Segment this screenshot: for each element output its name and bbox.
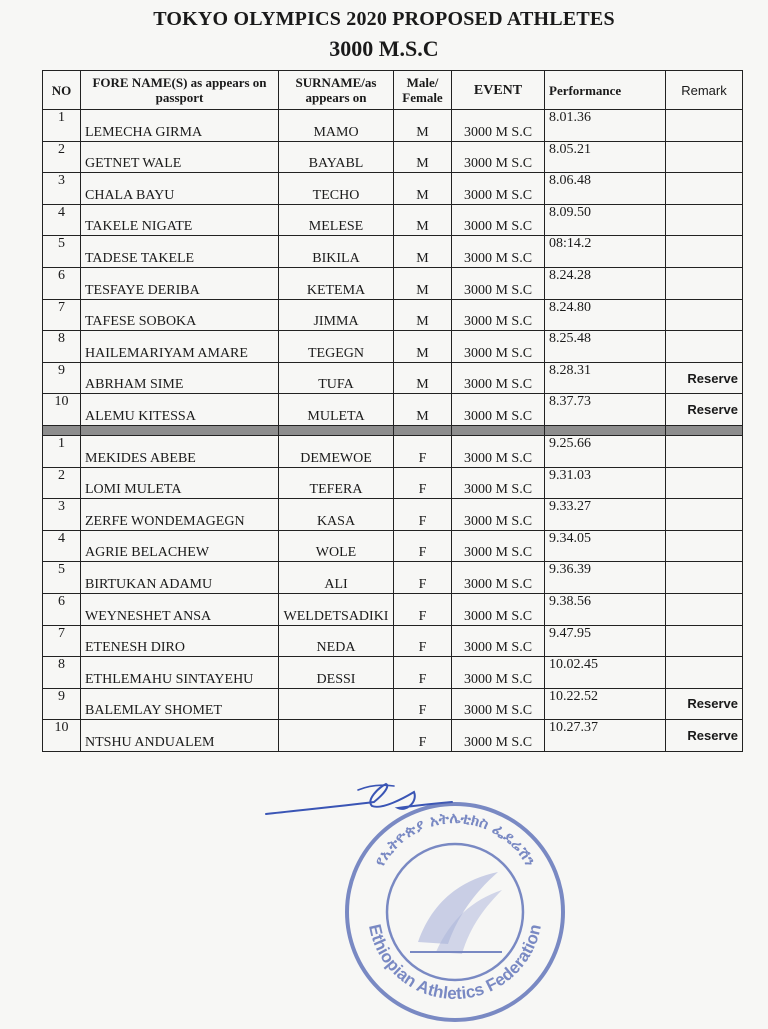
cell-performance: 8.28.31: [545, 362, 666, 394]
header-surname: SURNAME/as appears on: [279, 71, 394, 110]
cell-gender: F: [394, 720, 452, 752]
cell-no: 4: [43, 530, 81, 562]
cell-no: 2: [43, 141, 81, 173]
cell-surname: WELDETSADIKI: [279, 593, 394, 625]
cell-forename: TESFAYE DERIBA: [81, 267, 279, 299]
header-event: EVENT: [452, 71, 545, 110]
cell-gender: M: [394, 362, 452, 394]
cell-event: 3000 M S.C: [452, 720, 545, 752]
separator-row: [43, 425, 743, 435]
cell-event: 3000 M S.C: [452, 394, 545, 426]
cell-remark: [666, 141, 743, 173]
cell-gender: M: [394, 299, 452, 331]
cell-forename: ABRHAM SIME: [81, 362, 279, 394]
seal-english-text: Ethiopian Athletics Federation: [365, 922, 545, 1004]
cell-surname: MULETA: [279, 394, 394, 426]
header-gender: Male/ Female: [394, 71, 452, 110]
cell-performance: 9.34.05: [545, 530, 666, 562]
cell-remark: [666, 267, 743, 299]
cell-event: 3000 M S.C: [452, 499, 545, 531]
cell-event: 3000 M S.C: [452, 562, 545, 594]
cell-performance: 08:14.2: [545, 236, 666, 268]
cell-surname: DESSI: [279, 657, 394, 689]
header-forename: FORE NAME(S) as appears on passport: [81, 71, 279, 110]
table-row: [43, 530, 743, 562]
cell-surname: JIMMA: [279, 299, 394, 331]
cell-performance: 8.05.21: [545, 141, 666, 173]
cell-forename: ALEMU KITESSA: [81, 394, 279, 426]
cell-no: 5: [43, 236, 81, 268]
cell-forename: WEYNESHET ANSA: [81, 593, 279, 625]
cell-remark: Reserve: [666, 720, 743, 752]
cell-no: 8: [43, 331, 81, 363]
cell-event: 3000 M S.C: [452, 110, 545, 142]
cell-event: 3000 M S.C: [452, 467, 545, 499]
cell-remark: [666, 593, 743, 625]
cell-no: 7: [43, 625, 81, 657]
cell-performance: 10.22.52: [545, 688, 666, 720]
table-row: [43, 467, 743, 499]
cell-performance: 8.01.36: [545, 110, 666, 142]
cell-forename: MEKIDES ABEBE: [81, 435, 279, 467]
cell-remark: [666, 657, 743, 689]
cell-forename: NTSHU ANDUALEM: [81, 720, 279, 752]
cell-remark: [666, 625, 743, 657]
table-row: [43, 435, 743, 467]
cell-event: 3000 M S.C: [452, 530, 545, 562]
cell-event: 3000 M S.C: [452, 331, 545, 363]
cell-event: 3000 M S.C: [452, 236, 545, 268]
cell-event: 3000 M S.C: [452, 688, 545, 720]
cell-no: 4: [43, 204, 81, 236]
cell-event: 3000 M S.C: [452, 204, 545, 236]
cell-gender: M: [394, 394, 452, 426]
cell-event: 3000 M S.C: [452, 362, 545, 394]
federation-seal: [340, 792, 570, 1029]
cell-remark: [666, 110, 743, 142]
cell-forename: AGRIE BELACHEW: [81, 530, 279, 562]
cell-forename: GETNET WALE: [81, 141, 279, 173]
cell-surname: [279, 720, 394, 752]
cell-performance: 10.27.37: [545, 720, 666, 752]
header-performance: Performance: [545, 71, 666, 110]
cell-no: 1: [43, 435, 81, 467]
cell-gender: F: [394, 499, 452, 531]
cell-no: 6: [43, 267, 81, 299]
cell-remark: [666, 236, 743, 268]
cell-surname: TUFA: [279, 362, 394, 394]
cell-performance: 8.24.80: [545, 299, 666, 331]
cell-surname: KASA: [279, 499, 394, 531]
cell-performance: 8.37.73: [545, 394, 666, 426]
cell-forename: TADESE TAKELE: [81, 236, 279, 268]
table-row: [43, 204, 743, 236]
cell-no: 10: [43, 394, 81, 426]
table-row: [43, 141, 743, 173]
table-row: [43, 173, 743, 205]
header-no: NO: [43, 71, 81, 110]
cell-surname: MELESE: [279, 204, 394, 236]
cell-gender: F: [394, 530, 452, 562]
cell-forename: ETENESH DIRO: [81, 625, 279, 657]
cell-performance: 9.25.66: [545, 435, 666, 467]
cell-gender: M: [394, 173, 452, 205]
cell-remark: [666, 435, 743, 467]
cell-event: 3000 M S.C: [452, 173, 545, 205]
cell-gender: F: [394, 435, 452, 467]
table-row: [43, 110, 743, 142]
cell-event: 3000 M S.C: [452, 657, 545, 689]
cell-performance: 8.06.48: [545, 173, 666, 205]
cell-forename: BALEMLAY SHOMET: [81, 688, 279, 720]
cell-forename: HAILEMARIYAM AMARE: [81, 331, 279, 363]
cell-performance: 8.24.28: [545, 267, 666, 299]
athletes-table: [42, 70, 743, 752]
table-row: [43, 299, 743, 331]
cell-remark: [666, 499, 743, 531]
cell-remark: [666, 331, 743, 363]
table-row: [43, 593, 743, 625]
cell-gender: F: [394, 593, 452, 625]
cell-surname: ALI: [279, 562, 394, 594]
cell-performance: 10.02.45: [545, 657, 666, 689]
cell-gender: M: [394, 267, 452, 299]
cell-surname: [279, 688, 394, 720]
table-row: [43, 625, 743, 657]
cell-no: 9: [43, 362, 81, 394]
cell-forename: LOMI MULETA: [81, 467, 279, 499]
table-row: [43, 720, 743, 752]
cell-surname: BAYABL: [279, 141, 394, 173]
document-title: TOKYO OLYMPICS 2020 PROPOSED ATHLETES: [153, 8, 615, 30]
cell-remark: [666, 530, 743, 562]
cell-performance: 9.36.39: [545, 562, 666, 594]
cell-surname: NEDA: [279, 625, 394, 657]
cell-gender: M: [394, 204, 452, 236]
cell-forename: ETHLEMAHU SINTAYEHU: [81, 657, 279, 689]
cell-no: 6: [43, 593, 81, 625]
cell-forename: ZERFE WONDEMAGEGN: [81, 499, 279, 531]
table-row: [43, 562, 743, 594]
table-row: [43, 499, 743, 531]
signature-flourish: [358, 785, 394, 790]
cell-surname: TEGEGN: [279, 331, 394, 363]
cell-no: 9: [43, 688, 81, 720]
cell-remark: [666, 299, 743, 331]
cell-event: 3000 M S.C: [452, 299, 545, 331]
cell-forename: TAFESE SOBOKA: [81, 299, 279, 331]
cell-performance: 9.33.27: [545, 499, 666, 531]
cell-gender: M: [394, 236, 452, 268]
table-row: [43, 394, 743, 426]
seal-amharic-text: የኢትዮጵያ አትሌቲክስ ፌዴሬሽን: [370, 808, 540, 870]
cell-gender: F: [394, 625, 452, 657]
cell-performance: 8.25.48: [545, 331, 666, 363]
cell-gender: F: [394, 562, 452, 594]
cell-event: 3000 M S.C: [452, 435, 545, 467]
header-row: [43, 71, 743, 110]
seal-emblem: [410, 872, 502, 954]
cell-performance: 8.09.50: [545, 204, 666, 236]
cell-event: 3000 M S.C: [452, 625, 545, 657]
document-subtitle: 3000 M.S.C: [329, 36, 439, 61]
table-row: [43, 657, 743, 689]
cell-event: 3000 M S.C: [452, 593, 545, 625]
section-divider: [43, 425, 743, 435]
cell-no: 2: [43, 467, 81, 499]
cell-no: 3: [43, 499, 81, 531]
cell-performance: 9.38.56: [545, 593, 666, 625]
cell-gender: F: [394, 467, 452, 499]
men-section: [43, 110, 743, 426]
cell-event: 3000 M S.C: [452, 267, 545, 299]
cell-surname: DEMEWOE: [279, 435, 394, 467]
cell-surname: TECHO: [279, 173, 394, 205]
cell-forename: CHALA BAYU: [81, 173, 279, 205]
table-row: [43, 362, 743, 394]
cell-remark: Reserve: [666, 688, 743, 720]
cell-gender: F: [394, 657, 452, 689]
cell-no: 8: [43, 657, 81, 689]
cell-event: 3000 M S.C: [452, 141, 545, 173]
cell-remark: Reserve: [666, 362, 743, 394]
cell-surname: BIKILA: [279, 236, 394, 268]
table-row: [43, 688, 743, 720]
table-row: [43, 331, 743, 363]
cell-surname: KETEMA: [279, 267, 394, 299]
cell-no: 10: [43, 720, 81, 752]
cell-forename: LEMECHA GIRMA: [81, 110, 279, 142]
cell-performance: 9.47.95: [545, 625, 666, 657]
table-row: [43, 267, 743, 299]
cell-remark: [666, 467, 743, 499]
cell-no: 7: [43, 299, 81, 331]
cell-gender: M: [394, 110, 452, 142]
cell-surname: MAMO: [279, 110, 394, 142]
header-remark: Remark: [666, 71, 743, 110]
table-row: [43, 236, 743, 268]
cell-gender: F: [394, 688, 452, 720]
cell-remark: [666, 562, 743, 594]
cell-no: 5: [43, 562, 81, 594]
cell-surname: TEFERA: [279, 467, 394, 499]
cell-remark: [666, 204, 743, 236]
cell-forename: TAKELE NIGATE: [81, 204, 279, 236]
cell-surname: WOLE: [279, 530, 394, 562]
cell-remark: [666, 173, 743, 205]
cell-no: 1: [43, 110, 81, 142]
cell-forename: BIRTUKAN ADAMU: [81, 562, 279, 594]
cell-remark: Reserve: [666, 394, 743, 426]
women-section: [43, 435, 743, 751]
cell-performance: 9.31.03: [545, 467, 666, 499]
cell-gender: M: [394, 141, 452, 173]
cell-gender: M: [394, 331, 452, 363]
cell-no: 3: [43, 173, 81, 205]
